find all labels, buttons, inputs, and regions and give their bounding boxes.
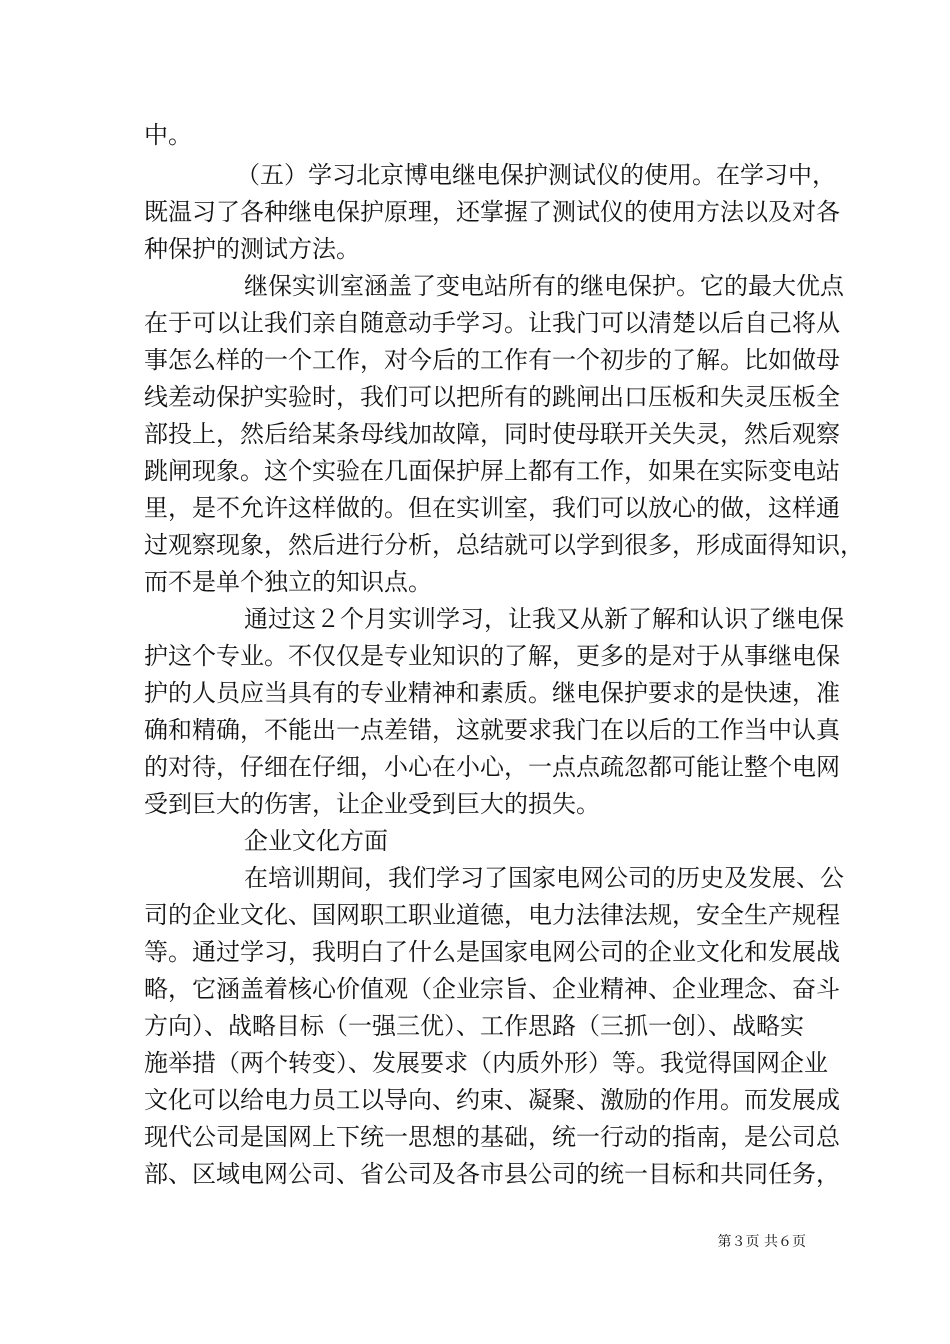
text-line: 等。通过学习，我明白了什么是国家电网公司的企业文化和发展战 [144, 938, 840, 966]
text-line: 而不是单个独立的知识点。 [144, 568, 432, 596]
text-line: （五）学习北京博电继电保护测试仪的使用。在学习中， [236, 161, 836, 189]
text-line: 护这个专业。不仅仅是专业知识的了解，更多的是对于从事继电保 [144, 642, 840, 670]
text-line: 通过这２个月实训学习，让我又从新了解和认识了继电保 [244, 605, 844, 633]
text-line: 种保护的测试方法。 [144, 235, 360, 263]
text-line: 里，是不允许这样做的。但在实训室，我们可以放心的做，这样通 [144, 494, 840, 522]
text-line: 的对待，仔细在仔细，小心在小心，一点点疏忽都可能让整个电网 [144, 753, 840, 781]
text-line: 现代公司是国网上下统一思想的基础，统一行动的指南，是公司总 [144, 1123, 840, 1151]
text-line: 事怎么样的一个工作，对今后的工作有一个初步的了解。比如做母 [144, 346, 840, 374]
text-line: 部投上，然后给某条母线加故障，同时使母联开关失灵，然后观察 [144, 420, 840, 448]
text-line: 方向）、战略目标（一强三优）、工作思路（三抓一创）、战略实 [144, 1012, 804, 1040]
section-heading: 企业文化方面 [244, 827, 388, 855]
text-line: 护的人员应当具有的专业精神和素质。继电保护要求的是快速，准 [144, 679, 840, 707]
text-line: 继保实训室涵盖了变电站所有的继电保护。它的最大优点 [244, 272, 844, 300]
text-line: 跳闸现象。这个实验在几面保护屏上都有工作，如果在实际变电站 [144, 457, 840, 485]
text-line: 施举措（两个转变）、发展要求（内质外形）等。我觉得国网企业 [144, 1049, 828, 1077]
text-line: 文化可以给电力员工以导向、约束、凝聚、激励的作用。而发展成 [144, 1086, 840, 1114]
text-line: 中。 [144, 121, 192, 149]
page-footer: 第３页 共６页 [717, 1234, 806, 1250]
text-line: 过观察现象，然后进行分析，总结就可以学到很多，形成面得知识， [144, 531, 864, 559]
text-line: 在于可以让我们亲自随意动手学习。让我门可以清楚以后自己将从 [144, 309, 840, 337]
text-line: 部、区域电网公司、省公司及各市县公司的统一目标和共同任务， [144, 1160, 840, 1188]
text-line: 略，它涵盖着核心价值观（企业宗旨、企业精神、企业理念、奋斗 [144, 975, 840, 1003]
text-line: 在培训期间，我们学习了国家电网公司的历史及发展、公 [244, 864, 844, 892]
text-line: 司的企业文化、国网职工职业道德，电力法律法规，安全生产规程 [144, 901, 840, 929]
text-line: 受到巨大的伤害，让企业受到巨大的损失。 [144, 790, 600, 818]
text-line: 确和精确，不能出一点差错，这就要求我门在以后的工作当中认真 [144, 716, 840, 744]
text-line: 线差动保护实验时，我们可以把所有的跳闸出口压板和失灵压板全 [144, 383, 840, 411]
text-line: 既温习了各种继电保护原理，还掌握了测试仪的使用方法以及对各 [144, 198, 840, 226]
